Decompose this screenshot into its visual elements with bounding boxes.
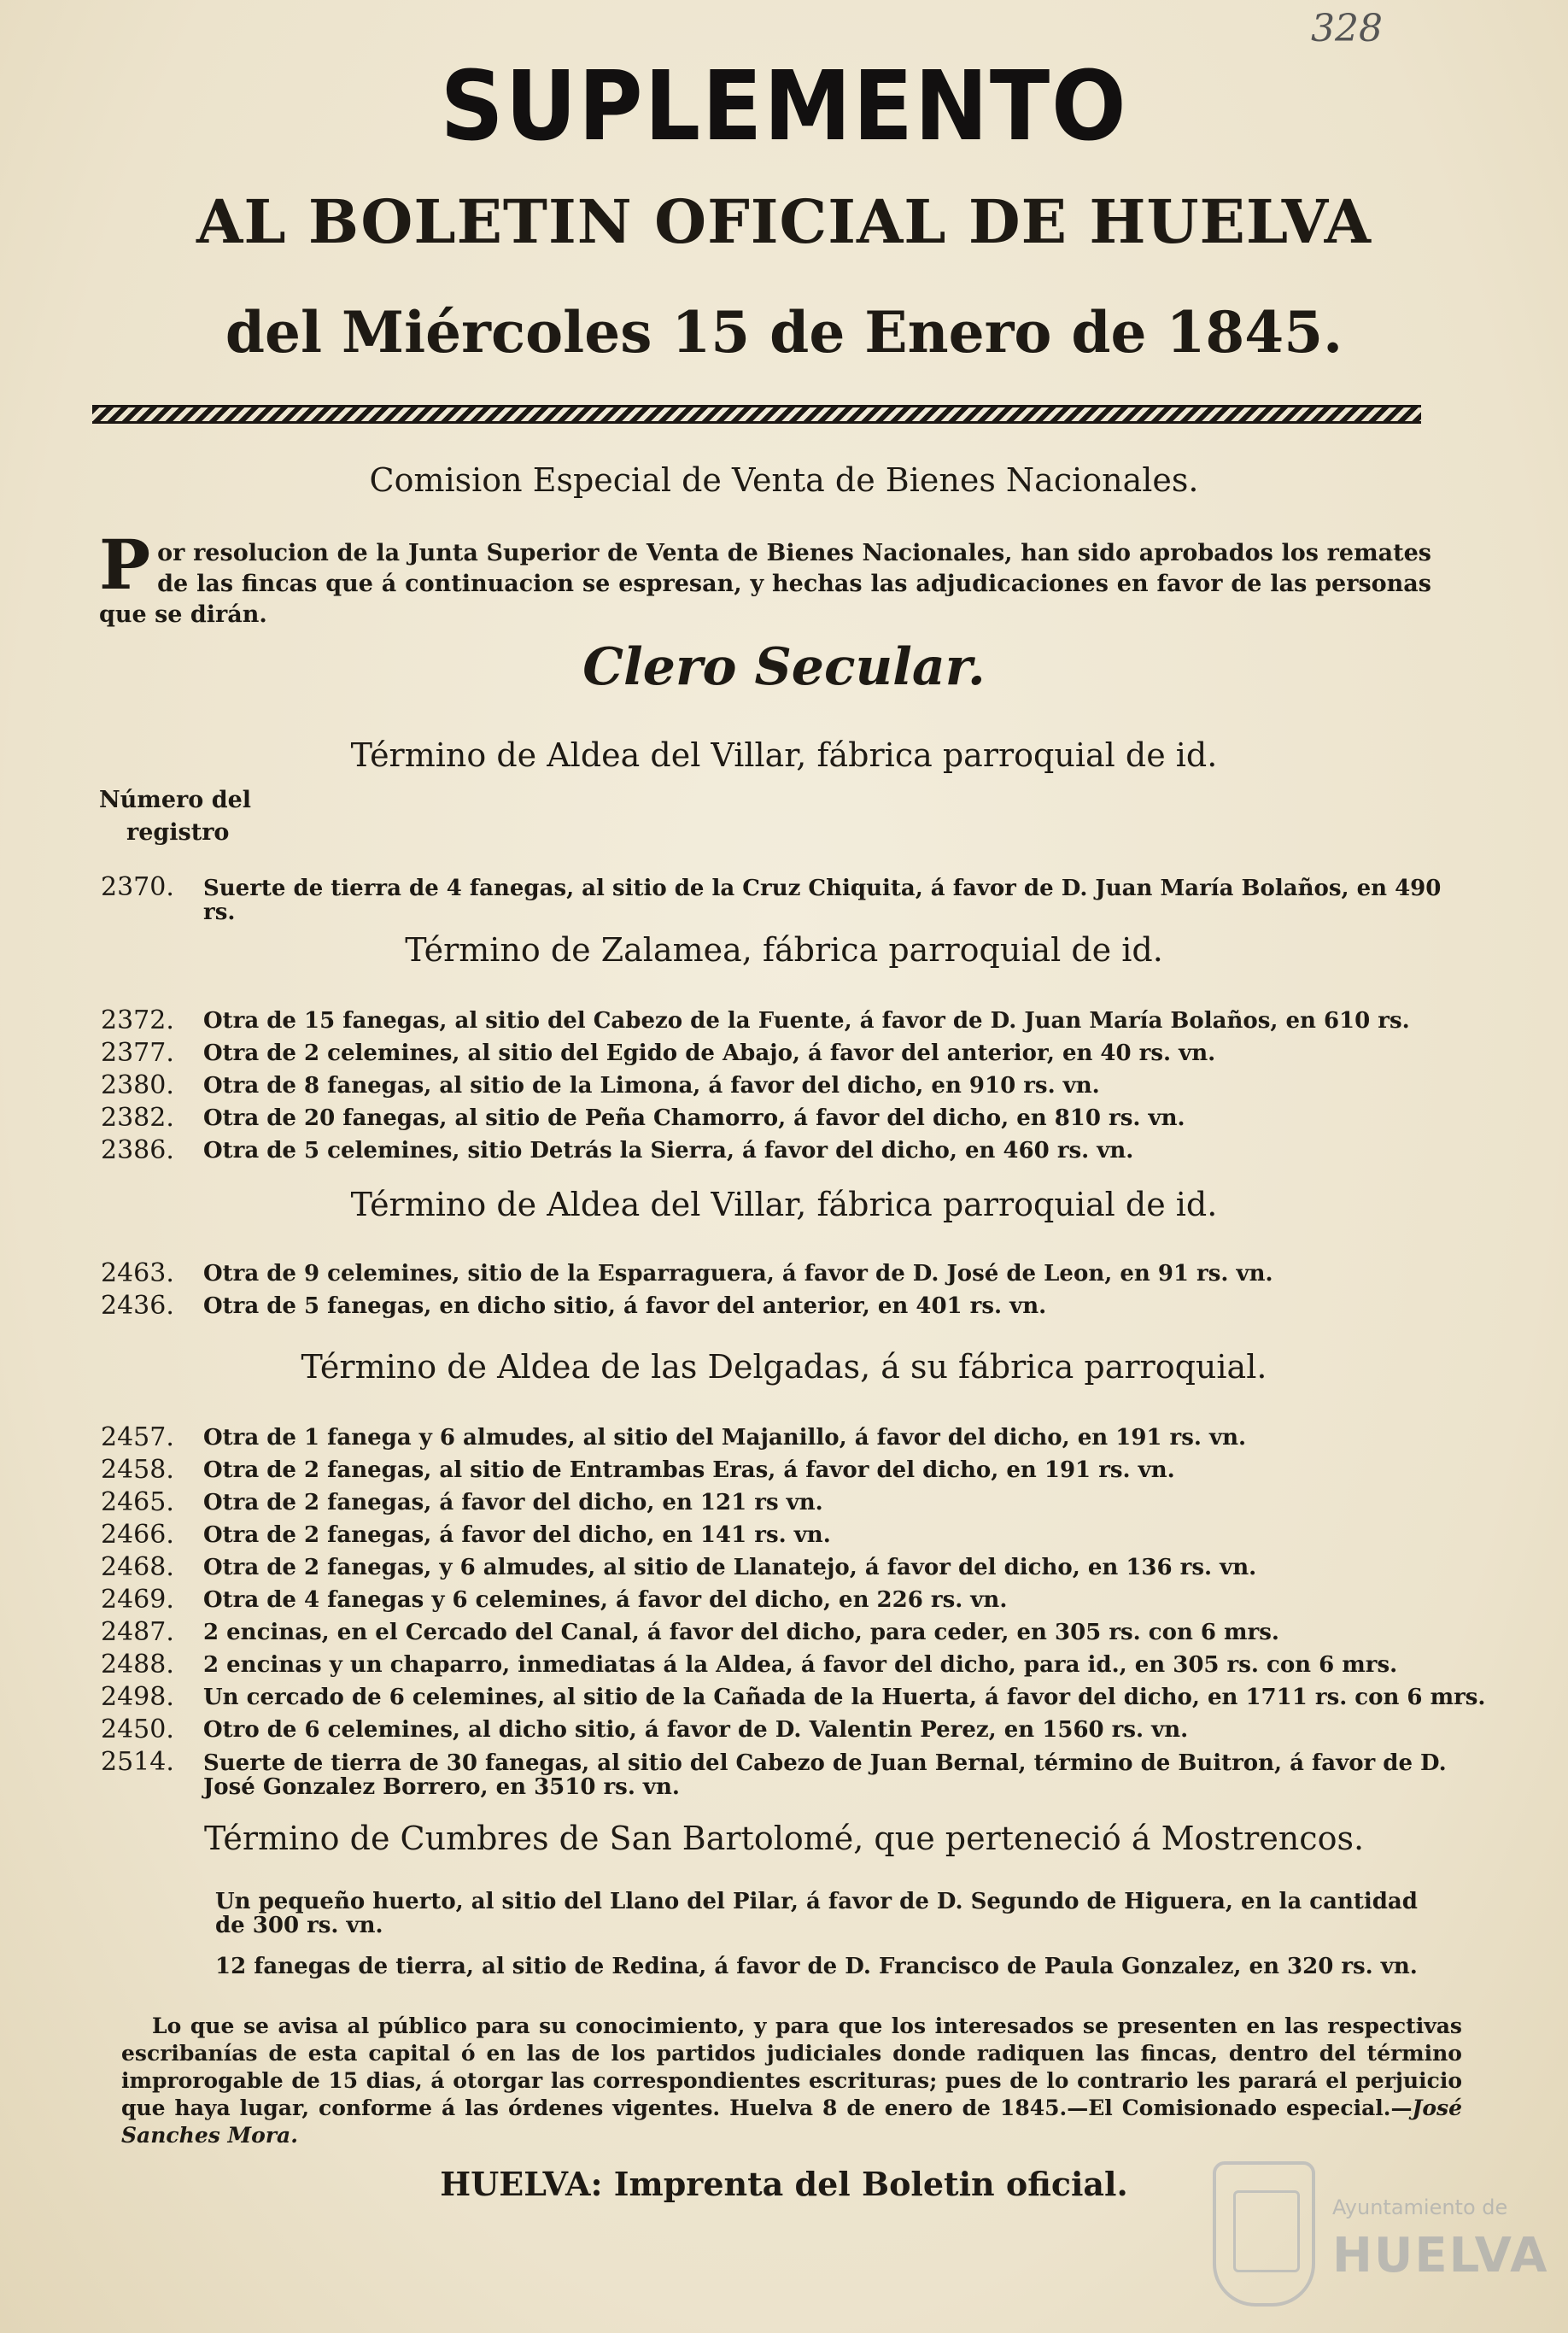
list-item (0, 1681, 1568, 1714)
commission-heading: Comision Especial de Venta de Bienes Nacionales. (369, 461, 1199, 499)
list-item (0, 1421, 1568, 1454)
entry-text: 2 encinas y un chaparro, inmediatas á la Aldea, á favor del dicho, para id., en 305 rs. con 6 mrs. (203, 1652, 1398, 1678)
entry-text: Otra de 2 fanegas, á favor del dicho, en 121 rs vn. (203, 1490, 823, 1515)
document-date: del Miércoles 15 de Enero de 1845. (225, 299, 1343, 366)
list-item: 12 fanegas de tierra, al sitio de Redina, á favor de D. Francisco de Paula Gonzalez, en 320 rs. vn. (215, 1954, 1418, 1979)
list-item (0, 1037, 1568, 1070)
list-item (0, 1746, 1568, 1800)
register-number: 2468. (101, 1552, 174, 1582)
entry-text: Suerte de tierra de 4 fanegas, al sitio de la Cruz Chiquita, á favor de D. Juan María Bolaños, en 490 rs. (203, 876, 1442, 925)
intro-paragraph (99, 525, 1431, 630)
signature: José Sanches Mora. (121, 2096, 1462, 2148)
entry-text: Otra de 2 fanegas, al sitio de Entrambas Eras, á favor del dicho, en 191 rs. vn. (203, 1457, 1175, 1483)
register-number: 2386. (101, 1135, 174, 1165)
register-number: 2457. (101, 1422, 174, 1452)
register-number: 2469. (101, 1585, 174, 1615)
list-item (0, 1290, 1568, 1322)
section-title: Término de Cumbres de San Bartolomé, que perteneció á Mostrencos. (203, 1820, 1365, 1857)
list-item (0, 1616, 1568, 1649)
notice-text: Lo que se avisa al público para su conocimiento, y para que los interesados se presenten en las respectivas escribanías de esta capital ó en las de los partidos judiciales donde radiquen las fincas, dentro del término improrogable de 15 dias, á otorgar las correspondientes escrituras; pues de lo contrario les parará el perjuicio que haya lugar, conforme á las órdenes vigentes. Huelva 8 de enero de 1845.—El Comisionado especial.— (121, 2014, 1462, 2120)
register-number: 2514. (101, 1747, 174, 1777)
ornamental-divider (92, 405, 1421, 424)
entry-list (0, 1421, 1568, 1800)
entry-text: Un cercado de 6 celemines, al sitio de la Cañada de la Huerta, á favor del dicho, en 1711 rs. con 6 mrs. (203, 1685, 1486, 1710)
entry-text: 2 encinas, en el Cercado del Canal, á favor del dicho, para ceder, en 305 rs. con 6 mrs. (203, 1620, 1279, 1645)
entry-text: Otra de 20 fanegas, al sitio de Peña Chamorro, á favor del dicho, en 810 rs. vn. (203, 1105, 1185, 1131)
section-title: Término de Aldea de las Delgadas, á su fábrica parroquial. (301, 1348, 1267, 1386)
section-title: Término de Zalamea, fábrica parroquial de id. (405, 931, 1163, 969)
drop-cap: P (99, 525, 151, 605)
list-item (0, 1584, 1568, 1616)
column-header-line: registro (126, 819, 230, 846)
column-header-line: Número del (99, 787, 252, 813)
city-shield-icon (1213, 2161, 1315, 2307)
clero-heading: Clero Secular. (582, 637, 986, 697)
register-number: 2466. (101, 1520, 174, 1550)
section-title: Término de Aldea del Villar, fábrica parroquial de id. (350, 1186, 1218, 1223)
list-item (0, 871, 1568, 925)
register-number: 2372. (101, 1005, 174, 1035)
entry-text: Otra de 15 fanegas, al sitio del Cabezo de la Fuente, á favor de D. Juan María Bolaños, en 610 rs. (203, 1008, 1410, 1034)
register-number: 2370. (101, 872, 174, 902)
entry-text: Otra de 2 fanegas, á favor del dicho, en 141 rs. vn. (203, 1522, 831, 1548)
register-number: 2498. (101, 1682, 174, 1712)
manuscript-number: 328 (1311, 7, 1383, 50)
entry-text: Otro de 6 celemines, al dicho sitio, á favor de D. Valentin Perez, en 1560 rs. vn. (203, 1717, 1189, 1743)
document-subtitle: AL BOLETIN OFICIAL DE HUELVA (196, 186, 1372, 257)
watermark-small-text: Ayuntamiento de (1332, 2195, 1508, 2219)
entry-text: Otra de 2 fanegas, y 6 almudes, al sitio de Llanatejo, á favor del dicho, en 136 rs. vn. (203, 1555, 1257, 1580)
entry-list (0, 871, 1568, 925)
list-item (0, 1134, 1568, 1167)
list-item (0, 1486, 1568, 1519)
list-item (0, 1102, 1568, 1134)
entry-text: Otra de 5 celemines, sitio Detrás la Sierra, á favor del dicho, en 460 rs. vn. (203, 1138, 1134, 1164)
entry-text: Otra de 4 fanegas y 6 celemines, á favor del dicho, en 226 rs. vn. (203, 1587, 1008, 1613)
entry-text: Otra de 5 fanegas, en dicho sitio, á favor del anterior, en 401 rs. vn. (203, 1293, 1047, 1319)
document-title: SUPLEMENTO (440, 51, 1128, 162)
list-item (0, 1005, 1568, 1037)
watermark-big-text: HUELVA (1332, 2228, 1549, 2283)
list-item (0, 1649, 1568, 1681)
register-number: 2487. (101, 1617, 174, 1647)
register-number: 2377. (101, 1038, 174, 1068)
archive-watermark (1213, 2161, 1549, 2315)
entry-list (0, 1005, 1568, 1167)
list-item (0, 1714, 1568, 1746)
entry-text: Otra de 1 fanega y 6 almudes, al sitio del Majanillo, á favor del dicho, en 191 rs. vn. (203, 1425, 1247, 1451)
register-number: 2458. (101, 1455, 174, 1485)
list-item (0, 1454, 1568, 1486)
register-number: 2450. (101, 1715, 174, 1744)
column-header (99, 784, 270, 849)
register-number: 2382. (101, 1103, 174, 1133)
entry-list (0, 1257, 1568, 1322)
section-title: Término de Aldea del Villar, fábrica parroquial de id. (350, 736, 1218, 774)
list-item (0, 1257, 1568, 1290)
imprint: HUELVA: Imprenta del Boletin oficial. (440, 2165, 1128, 2203)
entry-text: Otra de 8 fanegas, al sitio de la Limona, á favor del dicho, en 910 rs. vn. (203, 1073, 1100, 1099)
closing-notice (121, 2013, 1462, 2149)
register-number: 2465. (101, 1487, 174, 1517)
register-number: 2488. (101, 1650, 174, 1679)
register-number: 2463. (101, 1258, 174, 1288)
list-item (0, 1519, 1568, 1551)
register-number: 2436. (101, 1291, 174, 1321)
list-item: Un pequeño huerto, al sitio del Llano del Pilar, á favor de D. Segundo de Higuera, en la cantidad de 300 rs. vn. (215, 1889, 1418, 1938)
list-item (0, 1551, 1568, 1584)
register-number: 2380. (101, 1070, 174, 1100)
entry-text: Otra de 2 celemines, al sitio del Egido de Abajo, á favor del anterior, en 40 rs. vn. (203, 1040, 1216, 1066)
list-item (0, 1070, 1568, 1102)
entry-text: Otra de 9 celemines, sitio de la Esparraguera, á favor de D. José de Leon, en 91 rs. vn. (203, 1261, 1273, 1287)
intro-text: or resolucion de la Junta Superior de Venta de Bienes Nacionales, han sido aprobados los remates de las fincas que á continuacion se espresan, y hechas las adjudicaciones en favor de las personas que se dirán. (99, 540, 1431, 628)
entry-text: Suerte de tierra de 30 fanegas, al sitio del Cabezo de Juan Bernal, término de Buitron, á favor de D. José Gonzalez Borrero, en 3510 rs. vn. (203, 1750, 1447, 1800)
